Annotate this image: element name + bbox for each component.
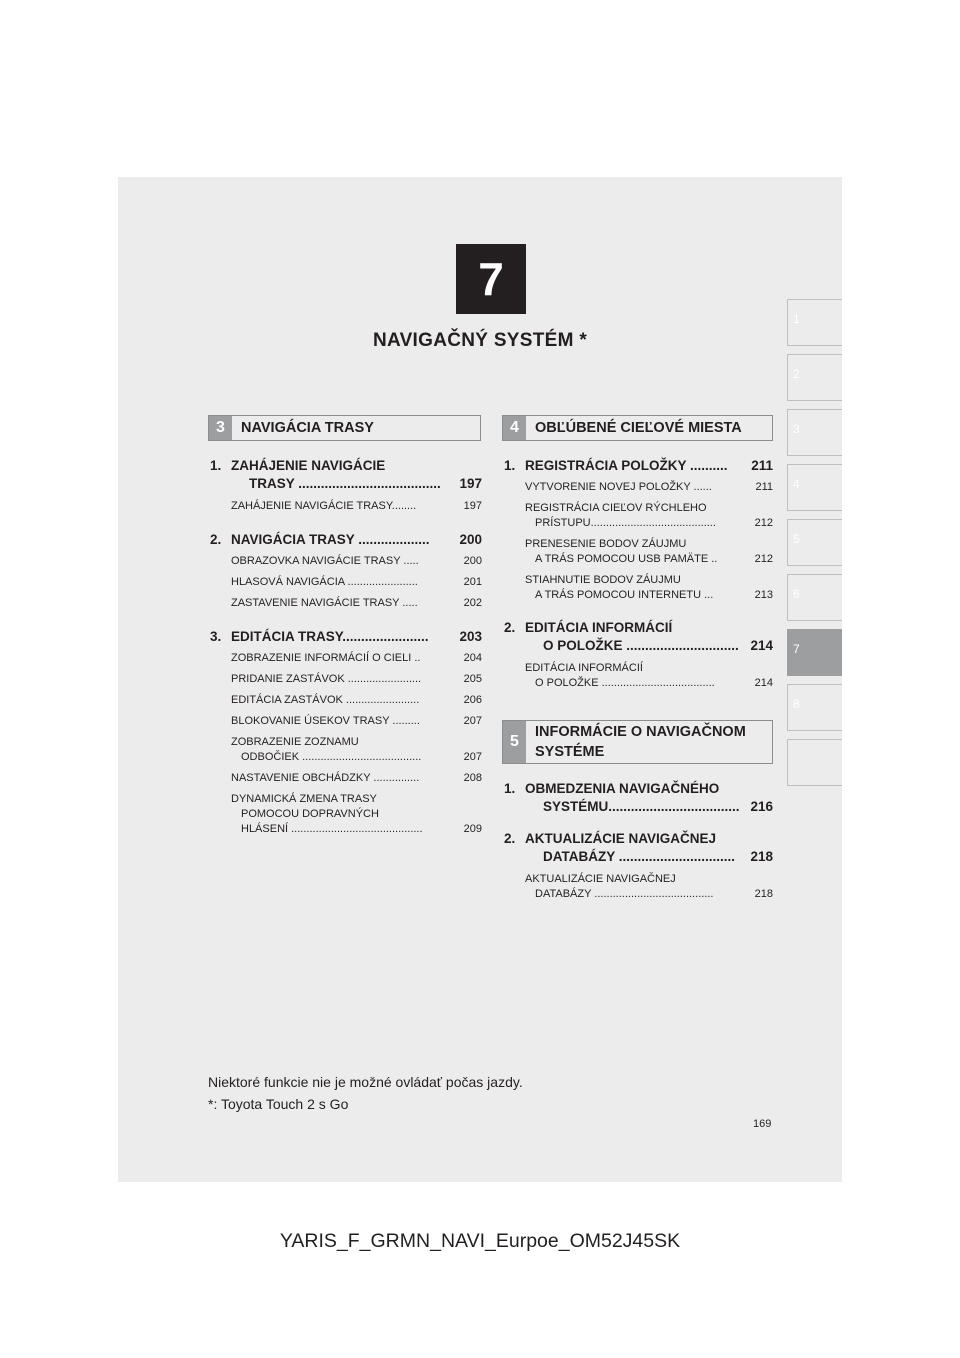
toc-subentry[interactable]: ZOBRAZENIE INFORMÁCIÍ O CIELI .. 204 xyxy=(231,652,482,664)
toc-entry[interactable]: 2. NAVIGÁCIA TRASY ................... 200 xyxy=(210,532,482,547)
document-id: YARIS_F_GRMN_NAVI_Eurpoe_OM52J45SK xyxy=(279,1230,681,1252)
page-ref: 211 xyxy=(751,458,773,473)
tab-2[interactable]: 2 xyxy=(787,354,842,401)
toc-subentry[interactable]: HLASOVÁ NAVIGÁCIA ....................... 201 xyxy=(231,576,482,588)
tab-9[interactable] xyxy=(787,739,842,786)
section-title xyxy=(526,721,746,763)
page-ref: 207 xyxy=(463,751,482,763)
tab-3[interactable]: 3 xyxy=(787,409,842,456)
page-ref: 212 xyxy=(754,517,773,529)
toc-subentry[interactable]: PRIDANIE ZASTÁVOK ........................ 205 xyxy=(231,673,482,685)
page-ref: 208 xyxy=(463,772,482,784)
page-ref: 203 xyxy=(459,629,482,644)
chapter-number: 7 xyxy=(478,253,504,305)
toc-subentry[interactable]: REGISTRÁCIA CIEĽOV RÝCHLEHO PRÍSTUPU......................................... 212 xyxy=(525,502,773,529)
page-ref: 206 xyxy=(463,694,482,706)
page-ref: 211 xyxy=(755,481,773,493)
tab-5[interactable]: 5 xyxy=(787,519,842,566)
tab-7[interactable]: 7 xyxy=(787,629,842,676)
toc-subentry[interactable]: NASTAVENIE OBCHÁDZKY ............... 208 xyxy=(231,772,482,784)
toc-entry[interactable]: 3. EDITÁCIA TRASY....................... 203 xyxy=(210,629,482,644)
toc-subentry[interactable]: OBRAZOVKA NAVIGÁCIE TRASY ..... 200 xyxy=(231,555,482,567)
section-title: NAVIGÁCIA TRASY xyxy=(241,420,374,436)
section-number: 3 xyxy=(209,416,232,440)
toc-subentry[interactable]: EDITÁCIA ZASTÁVOK ........................ 206 xyxy=(231,694,482,706)
page-ref: 212 xyxy=(754,553,773,565)
page-ref: 218 xyxy=(750,849,773,864)
page-ref: 205 xyxy=(463,673,482,685)
toc-entry[interactable]: 1. OBMEDZENIA NAVIGAČNÉHO SYSTÉMU................................... 216 xyxy=(504,781,773,814)
toc-right-column-section-4 xyxy=(504,457,773,691)
page-ref: 213 xyxy=(754,589,773,601)
page-ref: 218 xyxy=(754,888,773,900)
section-number: 4 xyxy=(503,416,526,440)
toc-subentry[interactable]: ZAHÁJENIE NAVIGÁCIE TRASY........ 197 xyxy=(231,500,482,512)
chapter-number-box xyxy=(456,244,526,314)
toc-subentry[interactable]: STIAHNUTIE BODOV ZÁUJMU A TRÁS POMOCOU INTERNETU ... 213 xyxy=(525,574,773,601)
toc-entry[interactable]: 2. EDITÁCIA INFORMÁCIÍ O POLOŽKE .............................. 214 xyxy=(504,620,773,653)
chapter-title: NAVIGAČNÝ SYSTÉM * xyxy=(372,330,588,351)
page-ref: 214 xyxy=(754,677,773,689)
tab-8[interactable]: 8 xyxy=(787,684,842,731)
toc-subentry[interactable]: VYTVORENIE NOVEJ POLOŽKY ...... 211 xyxy=(525,481,773,493)
toc-entry[interactable]: 1. ZAHÁJENIE NAVIGÁCIE TRASY ...................................... 197 xyxy=(210,458,482,491)
page-ref: 200 xyxy=(463,555,482,567)
section-title: OBĽÚBENÉ CIEĽOVÉ MIESTA xyxy=(535,420,742,436)
usage-note: Niektoré funkcie nie je možné ovládať počas jazdy. xyxy=(208,1074,523,1090)
section-header-oblubene-cielove-miesta xyxy=(502,415,773,441)
toc-subentry[interactable]: PRENESENIE BODOV ZÁUJMU A TRÁS POMOCOU USB PAMÄTE .. 212 xyxy=(525,538,773,565)
toc-subentry[interactable]: ZASTAVENIE NAVIGÁCIE TRASY ..... 202 xyxy=(231,597,482,609)
page-number: 169 xyxy=(753,1118,772,1130)
toc-subentry[interactable]: DYNAMICKÁ ZMENA TRASY POMOCOU DOPRAVNÝCH HLÁSENÍ ........................................... 209 xyxy=(231,793,482,835)
page-ref: 202 xyxy=(463,597,482,609)
section-header-navigacia-trasy xyxy=(208,415,481,441)
page-ref: 207 xyxy=(463,715,482,727)
toc-right-column-section-5 xyxy=(504,780,773,902)
toc-subentry[interactable]: AKTUALIZÁCIE NAVIGAČNEJ DATABÁZY ....................................... 218 xyxy=(525,873,773,900)
toc-entry[interactable]: 2. AKTUALIZÁCIE NAVIGAČNEJ DATABÁZY ............................... 218 xyxy=(504,831,773,864)
toc-subentry[interactable]: BLOKOVANIE ÚSEKOV TRASY ......... 207 xyxy=(231,715,482,727)
section-header-informacie-o-navigacnom-systeme xyxy=(502,720,773,764)
page-ref: 214 xyxy=(750,638,773,653)
page-ref: 201 xyxy=(463,576,482,588)
page-ref: 204 xyxy=(463,652,482,664)
toc-subentry[interactable]: EDITÁCIA INFORMÁCIÍ O POLOŽKE ..................................... 214 xyxy=(525,662,773,689)
page-ref: 216 xyxy=(750,799,773,814)
section-title-line2: SYSTÉME xyxy=(535,744,605,760)
tab-4[interactable]: 4 xyxy=(787,464,842,511)
page-ref: 209 xyxy=(463,823,482,835)
footnote: *: Toyota Touch 2 s Go xyxy=(208,1096,349,1112)
section-title-line1: INFORMÁCIE O NAVIGAČNOM xyxy=(535,724,746,740)
tab-6[interactable]: 6 xyxy=(787,574,842,621)
toc-subentry[interactable]: ZOBRAZENIE ZOZNAMU ODBOČIEK ....................................... 207 xyxy=(231,736,482,763)
toc-left-column xyxy=(210,457,482,837)
toc-entry[interactable]: 1. REGISTRÁCIA POLOŽKY .......... 211 xyxy=(504,458,773,473)
tab-1[interactable]: 1 xyxy=(787,299,842,346)
page-ref: 197 xyxy=(459,476,482,491)
section-number: 5 xyxy=(503,721,526,763)
page-ref: 197 xyxy=(463,500,482,512)
page-ref: 200 xyxy=(459,532,482,547)
